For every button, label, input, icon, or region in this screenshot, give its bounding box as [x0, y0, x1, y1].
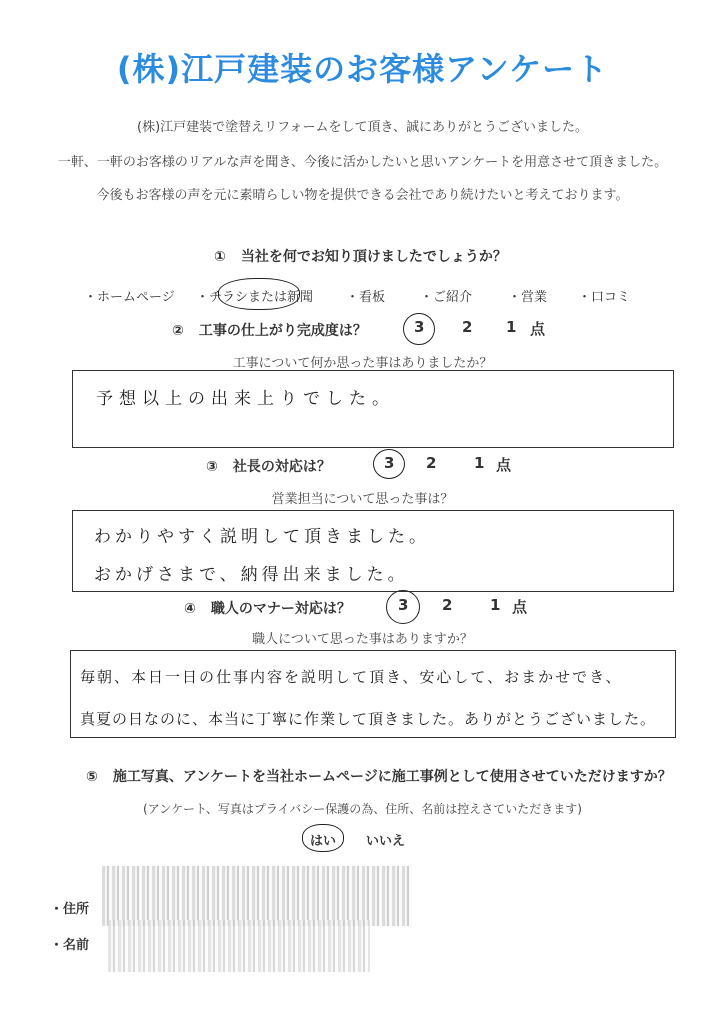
question-1 [214, 246, 507, 266]
question-5-number: ⑤ [86, 769, 98, 785]
q5-note: (アンケート、写真はプライバシー保護の為、住所、名前は控えさていただきます) [143, 802, 582, 816]
question-5-text: 施工写真、アンケートを当社ホームページに施工事例として使用させていただけますか？ [112, 769, 672, 785]
q4-score-1[interactable]: 1 [490, 596, 501, 614]
q2-score-1[interactable]: 1 [506, 318, 517, 336]
question-3 [206, 456, 331, 476]
q3-comment-line-1: わかりやすく説明して頂きました。 [94, 527, 430, 547]
question-2-text: 工事の仕上がり完成度は？ [198, 323, 367, 339]
q1-selected-circle [218, 278, 300, 310]
q3-comment-prompt: 営業担当について思った事は？ [271, 492, 454, 507]
question-2 [172, 320, 367, 340]
q4-comment-prompt: 職人について思った事はありますか？ [252, 632, 473, 647]
question-3-text: 社長の対応は？ [232, 459, 331, 475]
q5-option-no[interactable]: いいえ [366, 834, 406, 849]
q2-score-3[interactable]: 3 [414, 318, 425, 336]
question-4-text: 職人のマナー対応は？ [210, 601, 351, 617]
q4-score-3[interactable]: 3 [398, 596, 409, 614]
survey-title: (株)江戸建装のお客様アンケート [116, 50, 609, 88]
question-2-number: ② [172, 323, 184, 339]
intro-line-1: (株)江戸建装で塗替えリフォームをして頂き、誠にありがとうございました。 [137, 120, 588, 135]
q3-score-2[interactable]: 2 [426, 454, 437, 472]
name-mosaic [108, 920, 370, 972]
address-mosaic [102, 866, 412, 926]
q1-option-homepage[interactable]: ・ホームページ [84, 290, 175, 305]
q3-comment-line-2: おかげさまで、納得出来ました。 [94, 565, 409, 585]
q1-option-sales[interactable]: ・営業 [508, 290, 548, 305]
q3-score-unit: 点 [496, 456, 512, 474]
q2-comment-line-1: 予想以上の出来上りでした。 [96, 389, 395, 409]
question-4-number: ④ [184, 601, 196, 617]
q1-option-signboard[interactable]: ・看板 [346, 290, 386, 305]
question-1-text: 当社を何でお知り頂けましたでしょうか？ [240, 249, 507, 265]
q4-score-unit: 点 [512, 598, 528, 616]
q5-option-yes[interactable]: はい [310, 834, 337, 849]
q4-selected-circle [386, 590, 420, 624]
name-label: ・名前 [50, 938, 90, 953]
question-4 [184, 598, 351, 618]
q2-score-unit: 点 [530, 320, 546, 338]
q4-comment-line-1: 毎朝、本日一日の仕事内容を説明して頂き、安心して、おまかせでき、 [80, 668, 623, 686]
question-5 [86, 766, 672, 786]
q2-score-2[interactable]: 2 [462, 318, 473, 336]
q1-option-flyer[interactable]: ・チラシまたは新聞 [196, 290, 314, 305]
q2-selected-circle [403, 313, 435, 345]
q3-score-1[interactable]: 1 [474, 454, 485, 472]
q4-comment-line-2: 真夏の日なのに、本当に丁寧に作業して頂きました。ありがとうございました。 [80, 710, 657, 728]
address-label: ・住所 [50, 902, 90, 917]
intro-line-2: 一軒、一軒のお客様のリアルな声を聞き、今後に活かしたいと思いアンケートを用意させて頂きました。 [57, 155, 668, 170]
question-1-number: ① [214, 249, 226, 265]
q2-comment-prompt: 工事について何か思った事はありましたか？ [232, 356, 493, 371]
q2-comment-box[interactable] [72, 370, 674, 448]
intro-line-3: 今後もお客様の声を元に素晴らしい物を提供できる会社であり続けたいと考えております。 [96, 188, 629, 203]
q5-selected-circle [302, 824, 344, 852]
q1-option-word-of-mouth[interactable]: ・口コミ [578, 290, 631, 305]
q3-selected-circle [373, 449, 405, 479]
q1-option-referral[interactable]: ・ご紹介 [420, 290, 473, 305]
q4-score-2[interactable]: 2 [442, 596, 453, 614]
q3-score-3[interactable]: 3 [384, 454, 395, 472]
question-3-number: ③ [206, 459, 218, 475]
